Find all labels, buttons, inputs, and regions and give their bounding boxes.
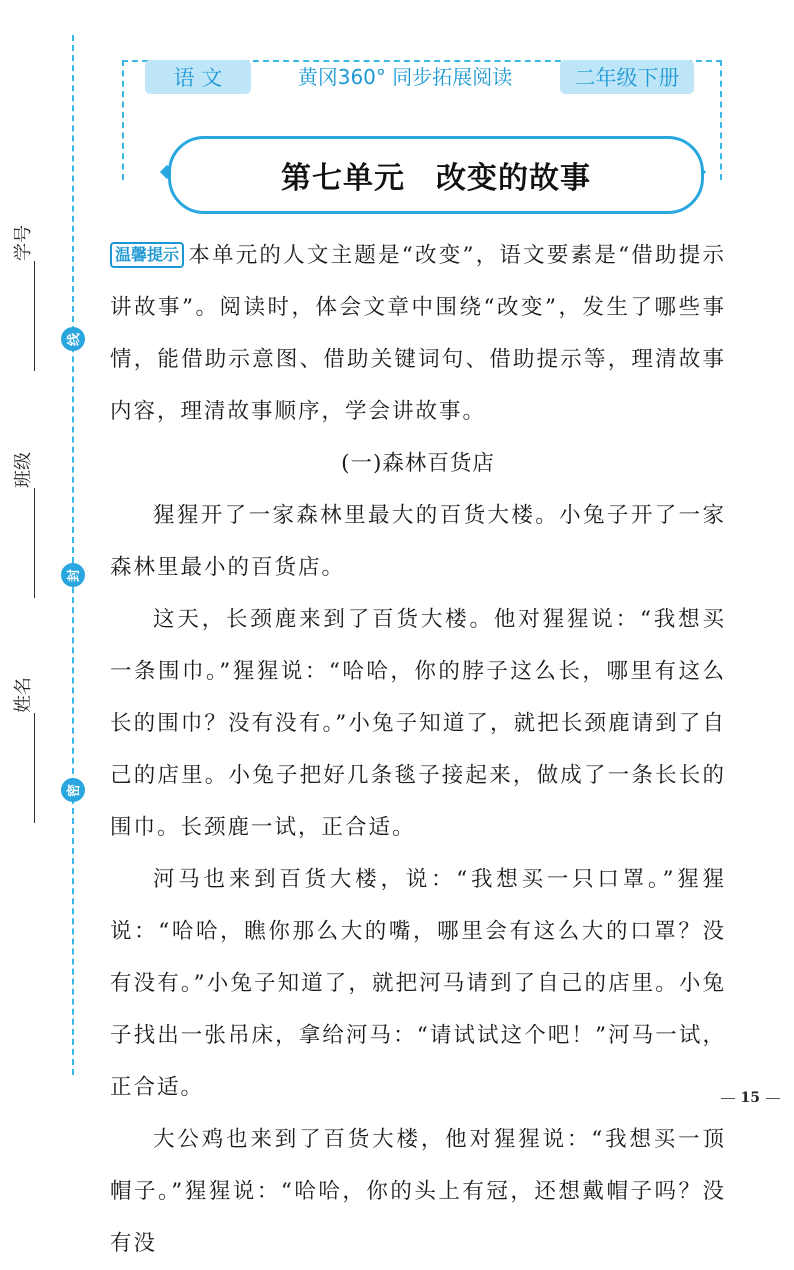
seal-line-mark: 线 <box>61 327 85 351</box>
tip-paragraph <box>110 230 726 438</box>
page-content <box>110 230 726 1270</box>
grade-tab: 二年级下册 <box>560 60 694 94</box>
page-number <box>721 1090 780 1106</box>
story-paragraph: 猩猩开了一家森林里最大的百货大楼。小兔子开了一家森林里最小的百货店。 <box>110 503 726 580</box>
name-blank[interactable] <box>16 713 35 823</box>
series-title: 黄冈360° 同步拓展阅读 <box>270 62 540 92</box>
unit-title-banner <box>168 136 704 214</box>
student-id-field[interactable] <box>11 225 35 375</box>
story-paragraph: 河马也来到百货大楼，说：“我想买一只口罩。”猩猩说：“哈哈，瞧你那么大的嘴，哪里会有这么大的口罩？没有没有。”小兔子知道了，就把河马请到了自己的店里。小兔子找出一张吊床，拿给河马：“请试试这个吧！”河马一试，正合适。 <box>110 867 726 1100</box>
tip-badge: 温馨提示 <box>110 242 184 268</box>
class-blank[interactable] <box>16 488 35 598</box>
story-paragraph: 这天，长颈鹿来到了百货大楼。他对猩猩说：“我想买一条围巾。”猩猩说：“哈哈，你的脖子这么长，哪里有这么长的围巾？没有没有。”小兔子知道了，就把长颈鹿请到了自己的店里。小兔子把好几条毯子接起来，做成了一条长长的围巾。长颈鹿一试，正合适。 <box>110 607 726 840</box>
name-field[interactable] <box>11 677 35 827</box>
seal-seal-mark: 封 <box>61 563 85 587</box>
page-number-right-dash <box>766 1098 780 1099</box>
story-title: (一)森林百货店 <box>341 451 495 476</box>
class-label: 班级 <box>13 452 34 488</box>
seal-secret-mark: 密 <box>61 778 85 802</box>
page-number-left-dash <box>721 1098 735 1099</box>
name-label: 姓名 <box>13 677 34 713</box>
student-id-label: 学号 <box>13 225 34 261</box>
binding-dashed-line <box>72 35 74 1075</box>
student-id-blank[interactable] <box>16 261 35 371</box>
subject-tab: 语 文 <box>145 60 251 94</box>
page-number-value: 15 <box>740 1090 760 1106</box>
unit-title: 第七单元 改变的故事 <box>281 161 591 196</box>
tip-text: 本单元的人文主题是“改变”，语文要素是“借助提示讲故事”。阅读时，体会文章中围绕“改变”，发生了哪些事情，能借助示意图、借助关键词句、借助提示等，理清故事内容，理清故事顺序，学会讲故事。 <box>110 243 726 424</box>
story-paragraph: 大公鸡也来到了百货大楼，他对猩猩说：“我想买一顶帽子。”猩猩说：“哈哈，你的头上有冠，还想戴帽子吗？没有没 <box>110 1127 726 1256</box>
class-field[interactable] <box>11 452 35 602</box>
